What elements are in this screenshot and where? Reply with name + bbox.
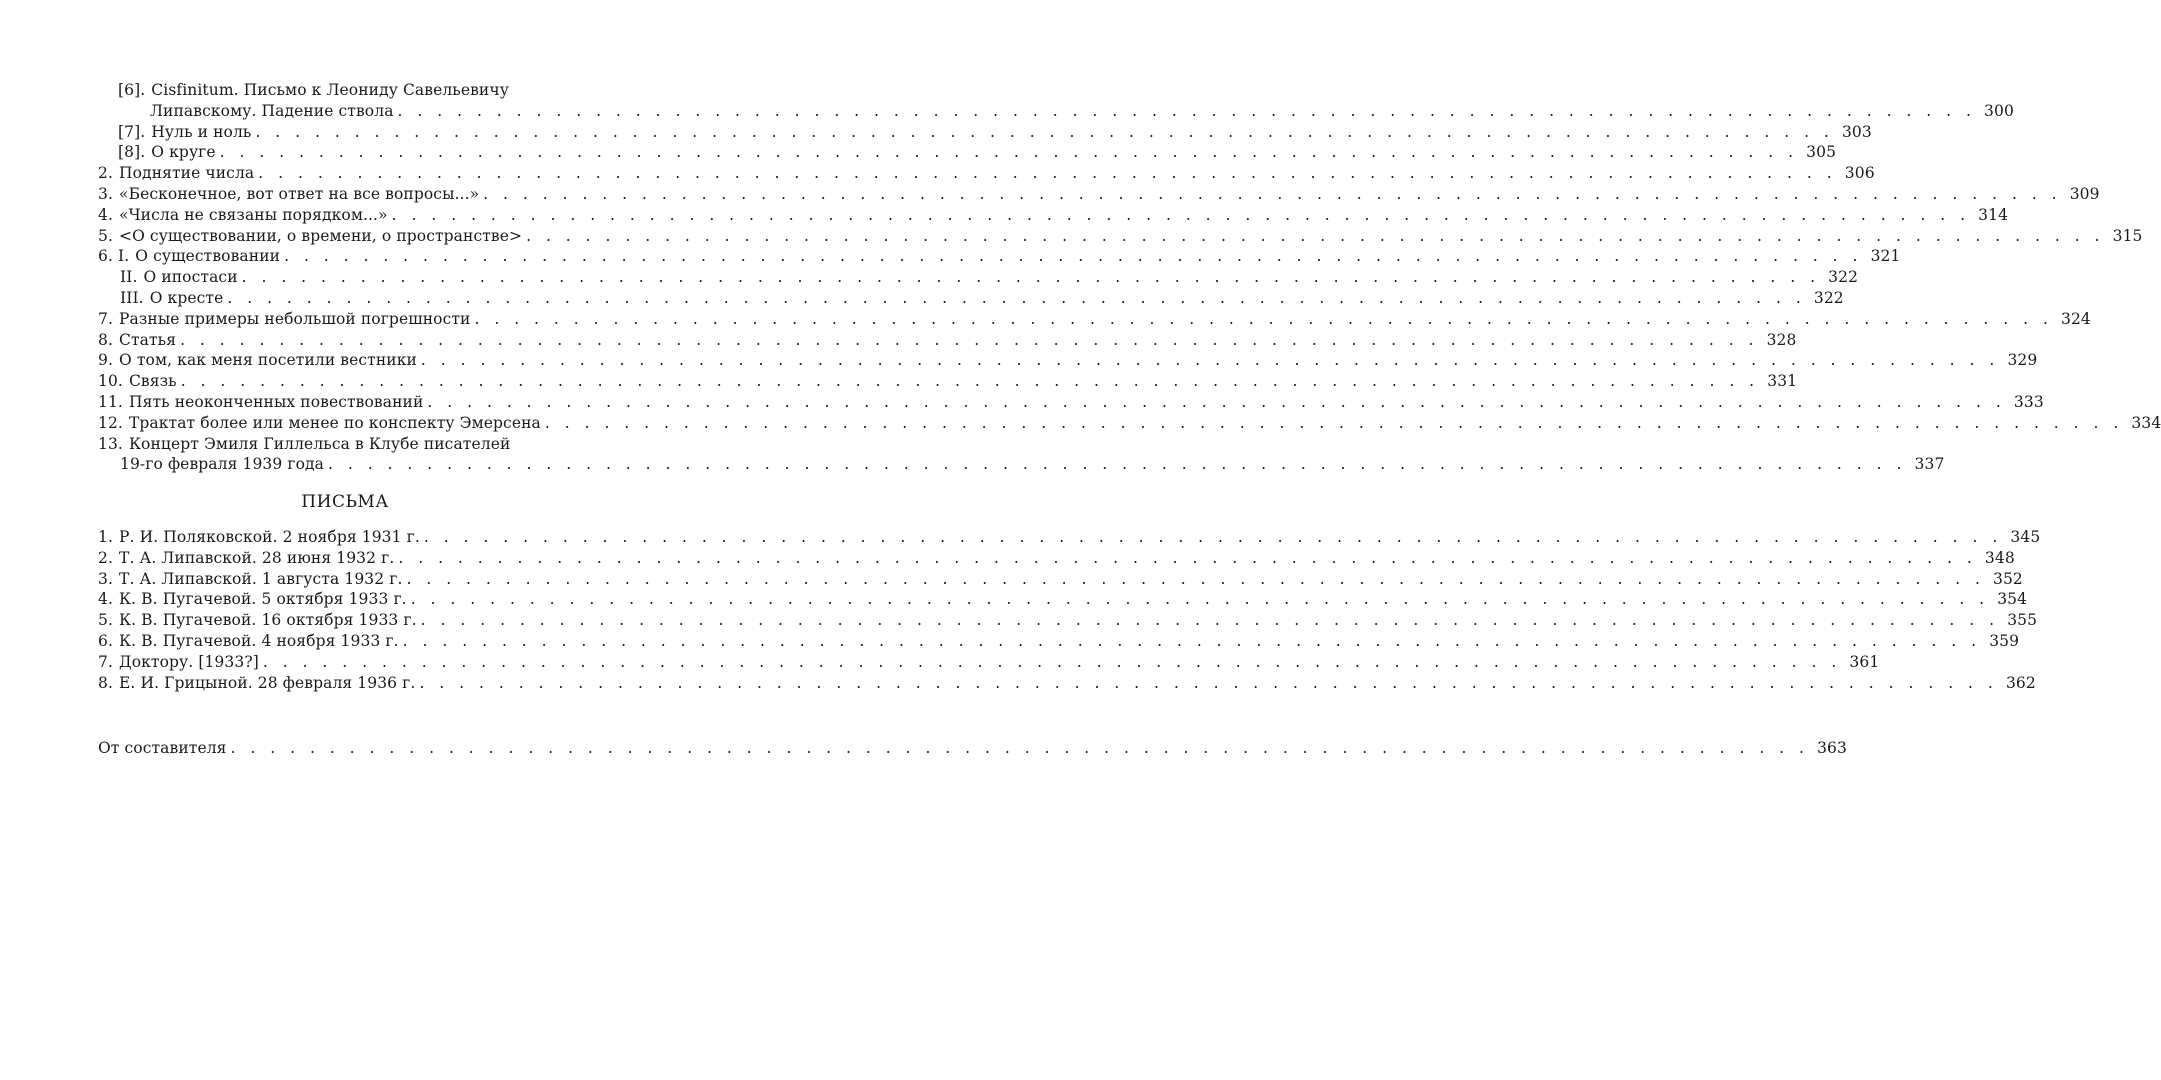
leader-dots: . . . . . . . . . . . . . . . . . . . . . . . . . . . . . . . . . . . . . . . . . . . . . . . . . . . . . . . . . . . . . . . . . . . . . . . . . . . . . . . . xyxy=(284,247,1863,266)
contents-entry xyxy=(98,184,2100,205)
leader-dots: . . . . . . . . . . . . . . . . . . . . . . . . . . . . . . . . . . . . . . . . . . . . . . . . . . . . . . . . . . . . . . . . . . . . . . . . . . . . . . . . xyxy=(262,652,1842,671)
page-number: 306 xyxy=(1844,164,1875,183)
contents-entry xyxy=(98,350,2038,371)
leader-dots: . . . . . . . . . . . . . . . . . . . . . . . . . . . . . . . . . . . . . . . . . . . . . . . . . . . . . . . . . . . . . . . . . . . . . . . . . . . . . . . . xyxy=(258,164,1837,183)
contents-entry xyxy=(98,226,2143,247)
contents-entry xyxy=(98,205,2009,226)
leader-dots: . . . . . . . . . . . . . . . . . . . . . . . . . . . . . . . . . . . . . . . . . . . . . . . . . . . . . . . . . . . . . . . . . . . . . . . . . . . . . . . . xyxy=(180,330,1759,349)
entry-title: 19-го февраля 1939 года xyxy=(120,455,324,474)
entry-number: 8. xyxy=(98,673,113,692)
entry-number: 10. xyxy=(98,372,123,391)
leader-dots: . . . . . . . . . . . . . . . . . . . . . . . . . . . . . . . . . . . . . . . . . . . . . . . . . . . . . . . . . . . . . . . . . . . . . . . . . . . . . . . . xyxy=(420,351,2000,370)
page-number: 305 xyxy=(1806,143,1837,162)
leader-dots: . . . . . . . . . . . . . . . . . . . . . . . . . . . . . . . . . . . . . . . . . . . . . . . . . . . . . . . . . . . . . . . . . . . . . . . . . . . . . . . . xyxy=(180,372,1760,391)
page-number: 321 xyxy=(1870,247,1901,266)
leader-dots: . . . . . . . . . . . . . . . . . . . . . . . . . . . . . . . . . . . . . . . . . . . . . . . . . . . . . . . . . . . . . . . . . . . . . . . . . . . . . . . . xyxy=(483,184,2062,203)
letter-entry xyxy=(98,652,1880,673)
leader-dots: . . . . . . . . . . . . . . . . . . . . . . . . . . . . . . . . . . . . . . . . . . . . . . . . . . . . . . . . . . . . . . . . . . . . . . . . . . . . . . . . xyxy=(423,528,2003,546)
page-number: 348 xyxy=(1984,548,2015,567)
letter-entry xyxy=(98,548,2015,569)
leader-dots: . . . . . . . . . . . . . . . . . . . . . . . . . . . . . . . . . . . . . . . . . . . . . . . . . . . . . . . . . . . . . . . . . . . . . . . . . . . . . . . . xyxy=(410,590,1990,609)
afterword-entry xyxy=(98,738,1847,759)
entry-number: 3. xyxy=(98,184,113,203)
page-number: 300 xyxy=(1984,101,2014,120)
contents-entry xyxy=(98,80,608,101)
contents-entry xyxy=(98,309,2091,330)
contents-entry xyxy=(98,142,1837,163)
contents-entry xyxy=(98,163,1875,184)
leader-dots: . . . . . . . . . . . . . . . . . . . . . . . . . . . . . . . . . . . . . . . . . . . . . . . . . . . . . . . . . . . . . . . . . . . . . . . . . . . . . . . . xyxy=(241,268,1821,287)
entry-title: Разные примеры небольшой погрешности xyxy=(119,309,471,328)
entry-title: Статья xyxy=(119,330,177,349)
leader-dots: . . . . . . . . . . . . . . . . . . . . . . . . . . . . . . . . . . . . . . . . . . . . . . . . . . . . . . . . . . . . . . . . . . . . . . . . . . . . . . . . xyxy=(474,309,2053,328)
contents-entry xyxy=(98,288,1844,309)
leader-dots: . . . . . . . . . . . . . . . . . . . . . . . . . . . . . . . . . . . . . . . . . . . . . . . . . . . . . . . . . . . . . . . . . . . . . . . . . . . . . . . . xyxy=(427,392,2006,411)
page-number: 314 xyxy=(1978,205,2009,224)
contents-entry xyxy=(98,371,1798,392)
contents-entry xyxy=(98,434,608,455)
leader-dots: . . . . . . . . . . . . . . . . . . . . . . . . . . . . . . . . . . . . . . . . . . . . . . . . . . . . . . . . . . . . . . . . . . . . . . . . . . . . . . . . xyxy=(391,205,1971,224)
entry-title: К. В. Пугачевой. 5 октября 1933 г. xyxy=(119,590,407,609)
entry-title: О кресте xyxy=(149,288,224,307)
entry-title: Трактат более или менее по конспекту Эмерсена xyxy=(128,413,541,432)
entry-title: К. В. Пугачевой. 16 октября 1933 г. xyxy=(119,611,417,630)
contents-entry xyxy=(98,122,1872,143)
entry-title: О том, как меня посетили вестники xyxy=(119,351,417,370)
entry-number: [8]. xyxy=(118,143,146,162)
page-number: 324 xyxy=(2061,309,2091,328)
afterword-list xyxy=(98,738,1847,759)
leader-dots: . . . . . . . . . . . . . . . . . . . . . . . . . . . . . . . . . . . . . . . . . . . . . . . . . . . . . . . . . . . . . . . . . . . . . . . . . . . . . . . . xyxy=(526,226,2105,245)
contents-entry xyxy=(98,413,2161,434)
entry-number: III. xyxy=(120,288,144,307)
page-number: 337 xyxy=(1914,455,1945,474)
letters-heading: ПИСЬМА xyxy=(301,492,389,512)
entry-number: 11. xyxy=(98,392,123,411)
leader-dots: . . . . . . . . . . . . . . . . . . . . . . . . . . . . . . . . . . . . . . . . . . . . . . . . . . . . . . . . . . . . . . . . . . . . . . . . . . . . . . . . xyxy=(406,569,1985,588)
entry-title: Т. А. Липавской. 1 августа 1932 г. xyxy=(119,569,403,588)
letter-entry xyxy=(98,631,2020,652)
entry-title: <О существовании, о времени, о пространстве> xyxy=(119,226,523,245)
page-number: 309 xyxy=(2069,184,2100,203)
page-number: 359 xyxy=(1989,631,2020,650)
page-number: 303 xyxy=(1841,122,1872,141)
contents-entry xyxy=(98,267,1859,288)
page-number: 334 xyxy=(2131,413,2161,432)
entry-number: 9. xyxy=(98,351,113,370)
page-number: 355 xyxy=(2007,611,2038,630)
entry-number: 4. xyxy=(98,205,113,224)
leader-dots: . . . . . . . . . . . . . . . . . . . . . . . . . . . . . . . . . . . . . . . . . . . . . . . . . . . . . . . . . . . . . . . . . . . . . . . . . . . . . . . . xyxy=(402,631,1982,650)
page-number: 345 xyxy=(2010,528,2041,546)
letters-list xyxy=(98,527,2041,693)
entry-number: 5. xyxy=(98,226,113,245)
letter-entry xyxy=(98,527,2041,548)
page-number: 362 xyxy=(2005,673,2036,692)
entry-title: Пять неоконченных повествований xyxy=(128,392,424,411)
leader-dots: . . . . . . . . . . . . . . . . . . . . . . . . . . . . . . . . . . . . . . . . . . . . . . . . . . . . . . . . . . . . . . . . . . . . . . . . . . . . . . . . xyxy=(255,122,1834,141)
leader-dots: . . . . . . . . . . . . . . . . . . . . . . . . . . . . . . . . . . . . . . . . . . . . . . . . . . . . . . . . . . . . . . . . . . . . . . . . . . . . . . . . xyxy=(397,101,1976,120)
entry-number: 4. xyxy=(98,590,113,609)
leader-dots: . . . . . . . . . . . . . . . . . . . . . . . . . . . . . . . . . . . . . . . . . . . . . . . . . . . . . . . . . . . . . . . . . . . . . . . . . . . . . . . . xyxy=(398,548,1977,567)
page-number: 363 xyxy=(1817,739,1847,757)
entry-title: От составителя xyxy=(98,739,227,757)
entry-title: Нуль и ноль xyxy=(151,122,252,141)
entry-number: 6. I. xyxy=(98,247,130,266)
page-number: 361 xyxy=(1849,652,1880,671)
contents-entry xyxy=(98,101,2014,122)
letter-entry xyxy=(98,589,2028,610)
entry-title: Связь xyxy=(128,372,177,391)
entry-number: 1. xyxy=(98,528,113,546)
entry-title: О круге xyxy=(151,143,216,162)
contents-entry xyxy=(98,330,1797,351)
page-number: 331 xyxy=(1767,372,1798,391)
entry-number: 6. xyxy=(98,631,113,650)
letter-entry xyxy=(98,569,2023,590)
entry-title: Липавскому. Падение ствола xyxy=(150,101,394,120)
entry-number: 2. xyxy=(98,164,113,183)
page-number: 315 xyxy=(2112,226,2143,245)
entry-number: 2. xyxy=(98,548,113,567)
entry-number: II. xyxy=(120,268,138,287)
entry-number: 5. xyxy=(98,611,113,630)
leader-dots: . . . . . . . . . . . . . . . . . . . . . . . . . . . . . . . . . . . . . . . . . . . . . . . . . . . . . . . . . . . . . . . . . . . . . . . . . . . . . . . . xyxy=(230,739,1809,757)
contents-list xyxy=(98,80,2161,475)
entry-title: К. В. Пугачевой. 4 ноября 1933 г. xyxy=(119,631,399,650)
contents-entry xyxy=(98,246,1901,267)
leader-dots: . . . . . . . . . . . . . . . . . . . . . . . . . . . . . . . . . . . . . . . . . . . . . . . . . . . . . . . . . . . . . . . . . . . . . . . . . . . . . . . . xyxy=(219,143,1799,162)
page-number: 322 xyxy=(1813,288,1844,307)
page-number: 333 xyxy=(2013,392,2044,411)
entry-title: Концерт Эмиля Гиллельса в Клубе писателей xyxy=(128,434,511,453)
entry-number: [6]. xyxy=(118,81,146,99)
leader-dots: . . . . . . . . . . . . . . . . . . . . . . . . . . . . . . . . . . . . . . . . . . . . . . . . . . . . . . . . . . . . . . . . . . . . . . . . . . . . . . . . xyxy=(544,413,2124,432)
entry-number: 7. xyxy=(98,652,113,671)
entry-title: О существовании xyxy=(135,247,281,266)
page-number: 328 xyxy=(1766,330,1797,349)
leader-dots: . . . . . . . . . . . . . . . . . . . . . . . . . . . . . . . . . . . . . . . . . . . . . . . . . . . . . . . . . . . . . . . . . . . . . . . . . . . . . . . . xyxy=(227,288,1806,307)
page-number: 352 xyxy=(1993,569,2023,588)
page-number: 322 xyxy=(1828,268,1859,287)
entry-title: Т. А. Липавской. 28 июня 1932 г. xyxy=(119,548,395,567)
entry-number: 13. xyxy=(98,434,123,453)
entry-title: О ипостаси xyxy=(143,268,238,287)
entry-title: Поднятие числа xyxy=(119,164,255,183)
entry-title: Cisfinitum. Письмо к Леониду Савельевичу xyxy=(151,81,509,99)
letter-entry xyxy=(98,610,2038,631)
leader-dots: . . . . . . . . . . . . . . . . . . . . . . . . . . . . . . . . . . . . . . . . . . . . . . . . . . . . . . . . . . . . . . . . . . . . . . . . . . . . . . . . xyxy=(420,611,2000,630)
leader-dots: . . . . . . . . . . . . . . . . . . . . . . . . . . . . . . . . . . . . . . . . . . . . . . . . . . . . . . . . . . . . . . . . . . . . . . . . . . . . . . . . xyxy=(328,455,1907,474)
contents-entry xyxy=(98,392,2044,413)
entry-title: «Бесконечное, вот ответ на все вопросы...» xyxy=(119,184,480,203)
entry-title: Доктору. [1933?] xyxy=(119,652,259,671)
entry-number: [7]. xyxy=(118,122,146,141)
page-number: 354 xyxy=(1997,590,2028,609)
entry-title: Е. И. Грицыной. 28 февраля 1936 г. xyxy=(119,673,416,692)
entry-number: 7. xyxy=(98,309,113,328)
contents-entry xyxy=(98,454,1945,475)
entry-title: Р. И. Поляковской. 2 ноября 1931 г. xyxy=(119,528,420,546)
entry-number: 3. xyxy=(98,569,113,588)
leader-dots: . . . . . . . . . . . . . . . . . . . . . . . . . . . . . . . . . . . . . . . . . . . . . . . . . . . . . . . . . . . . . . . . . . . . . . . . . . . . . . . . xyxy=(419,673,1998,692)
entry-number: 12. xyxy=(98,413,123,432)
letter-entry xyxy=(98,673,2036,694)
page-number: 329 xyxy=(2007,351,2038,370)
entry-title: «Числа не связаны порядком...» xyxy=(119,205,388,224)
entry-number: 8. xyxy=(98,330,113,349)
